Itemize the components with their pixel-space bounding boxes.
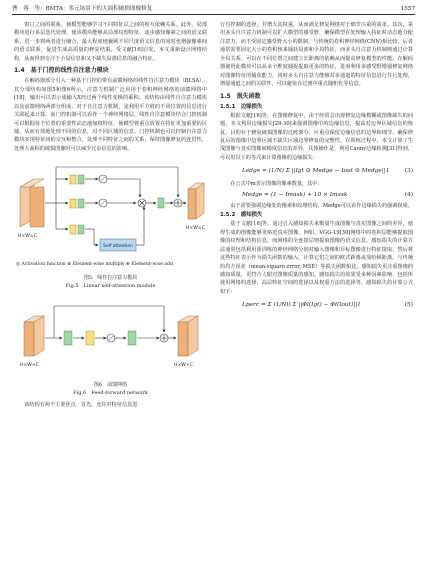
section-heading: 1.5 损失函数 bbox=[220, 92, 261, 100]
figure-6-caption-en: Fig.6 Feed-forward network bbox=[73, 389, 148, 396]
equation-body: Ledge = (1/N) Σ ||Igt ⊙ Medge − Iout ⊙ Medge||1 bbox=[242, 168, 390, 175]
legend-add: Element-wise add bbox=[131, 262, 173, 268]
equation-4 bbox=[220, 189, 413, 202]
linear-self-attention-diagram bbox=[14, 157, 207, 261]
legend-activation: Activation function bbox=[21, 262, 66, 268]
paragraph: 由于需要强调边缘处的像素和纹理结构，Medge可以看作边缘损失的强调权重。 bbox=[230, 202, 413, 209]
ffn-input-dim-label: H×W×C bbox=[20, 363, 39, 369]
header-authors: 曹 蓉 等：BMTA：多元场景下的大面积破损图像修复 bbox=[12, 6, 153, 12]
paragraph: 基于文献[16]等，通过引入感知损失来衡量生成图像与真实图像之间的差异，使得生成的图像能够更贴近真实图像。例如，VGG-19[30]网络中的卷积层能够提取图像的纹理和结构信息，而网络的全连接层则提取图像的语义信息。感知损失的计算方法通常包括利用预训练的神经网络分别对输入图像和目标图像进行特征提取，然后将这些特征表示作为损失函数的输入，计算它们之间的欧式距离或曼哈顿距离。与传统的均方误差（mean-square error, MSE）等损失函数相比，感知损失更注重图像的感知质量，更符合人眼对图像质量的感知。感知损失的效果受多种因素影响，包括所使用网络的选择，高层特征空间的选择以及权重方法的选择等。感知损失的计算公式如下： bbox=[220, 221, 413, 295]
paragraph: 在公式中m表示图像的像素数量，其中： bbox=[230, 181, 323, 188]
equation-number: (4) bbox=[404, 191, 413, 198]
input-tensor-icon bbox=[20, 179, 44, 227]
equation-3 bbox=[220, 162, 413, 180]
output-tensor-icon bbox=[188, 183, 204, 219]
legend-activation-icon: ◎ bbox=[16, 262, 21, 268]
right-column bbox=[220, 21, 413, 314]
input-dim-label: H×W×C bbox=[18, 234, 37, 240]
left-column bbox=[14, 21, 207, 410]
header-rule bbox=[12, 14, 415, 15]
legend-multiply: Element-wise multiply bbox=[72, 262, 125, 268]
figure-5-legend bbox=[16, 261, 209, 268]
paragraph: 在解码器部分引入一种基于门控的带有前馈网络的线性自注意力模块（BLSA），其分部结构如图5和图6所示。注意力机制广泛应用于卷积神经网络的前馈网络中[18]，输出可以表示成输入X经过两个线性变换的乘积。该结构由线性自注意力模块以及前馈网络两部分组成。对于自注意力机制，是利用平方值的不同位置的信息进行关联起来计算。而门控机制可以看作一个神经网络层，线性自注意模块结合门控机制可以根据每个位置的重要性动态地加权特征，使模型将重点放置在特征更加重要的区域，从而有效地处理不同的信息，对不同区域的信息。门控机制也可以控制自注意力模块实现特征间的交互和整合，处理不同特征之间的关系，保持图像修复的连贯性，处理大面积的破损图像时可以减少冗余信息的影响。 bbox=[14, 78, 207, 152]
ffn-output-tensor-icon bbox=[178, 316, 198, 356]
subsection-heading: 1.5.2 感知损失 bbox=[220, 212, 263, 219]
figure-5-caption-en: Fig.5 Linear self-attention module bbox=[65, 282, 156, 289]
equation-body: Medge = (1 − Imask) + 10 × Imask bbox=[242, 191, 348, 198]
paragraph: 行有控制的选择，并增大其权重，从而满足修复网络对于细节注重的需求。其次，采用多头自注意力机制可以扩大模型的感受野，确保模型在处理输入特征时动态地分配注意力，而不受固定感受野大小的限制。与传统的卷积神经网络(CNN)相比较，后者通常需要固定大小的卷积核来捕获局部和全局特征，而多头自注意力机制则通过计算全局关系，可以在不同位置之间建立长距离的依赖从而提高修复模型的性能。在解码器使用此模块可以从多个维度捕捉提取更多的特征，进而利用多感受野增强修复网络对图像特征的捕获能力。同时多头自注意力能够对多通道的特征信息进行并行处理，增强通道之间的关联性，可以避免在过渡中重点随机化等信息。 bbox=[220, 22, 413, 88]
subsection-heading: 1.5.1 边缘损失 bbox=[220, 103, 263, 110]
section-heading: 1.4 基于门控的线性自注意力模块 bbox=[14, 67, 109, 75]
figure-6-caption-cn: 图6 前馈网络 bbox=[93, 382, 128, 389]
figure-5-caption-cn: 图5 线性自注意力模块 bbox=[83, 275, 138, 282]
equation-number: (3) bbox=[404, 168, 413, 175]
ffn-output-dim-label: H×W×C bbox=[174, 363, 193, 369]
legend-add-icon: ⊕ bbox=[126, 262, 130, 268]
ffn-input-tensor-icon bbox=[24, 316, 44, 356]
figure-6 bbox=[14, 296, 207, 382]
equation-body: Lperc = Σ (1/Nl) Σ ||Φl(Igt) − Φl(Iout)||1 bbox=[242, 302, 361, 309]
figure-5 bbox=[14, 157, 207, 275]
running-header bbox=[12, 4, 415, 14]
paragraph: 根据文献[16]等，在图像修复中，由于经常会出现修复边缘模糊或图像缺失的问题，本文利用边缘损失[29-30]来强调图像中的边缘信息，提高对边界区域信息的恢复，目的在于修复破损图像的过渡部分，应重点保留边缘信息的边界和细节，确保修复后的图像中边界区域不缺失区域边界修复的完整性。在训练过程中，本文计算了生成图像与真实图像间梯度信息的差异，具体操作是，利用Canny边缘检测[31]得到，可以用以下的等式来计算图像的边缘损失： bbox=[220, 112, 413, 161]
paragraph: 该结构有两个主要优点：首先，允许对特征信息进 bbox=[24, 402, 138, 409]
feed-forward-diagram bbox=[14, 296, 207, 382]
page-number: 1557 bbox=[400, 6, 415, 12]
legend-multiply-icon: ⊗ bbox=[67, 262, 72, 268]
equation-5 bbox=[220, 296, 413, 314]
equation-number: (5) bbox=[404, 302, 413, 309]
self-attention-label: Self attention bbox=[103, 244, 133, 250]
paragraph: 窗口之间的联系，使模型能够学习不同特征层之间的相互依赖关系。此外，局部模块进行多层迭代处理，使该模块能够从局部纹理特征、逐步感知像素之间的语义联系，进一步将两者进行融合，最大程度地兼顾不同尺度语义信息的同时也增强像素间的语义联系，促进生成高质量的修复结果。受文献[16]启发，本文重新设计网络结构，从而得到专注于全局信息和又不缺失局部信息的融合特征。 bbox=[14, 22, 207, 62]
output-dim-label: H×W×C bbox=[186, 226, 205, 232]
